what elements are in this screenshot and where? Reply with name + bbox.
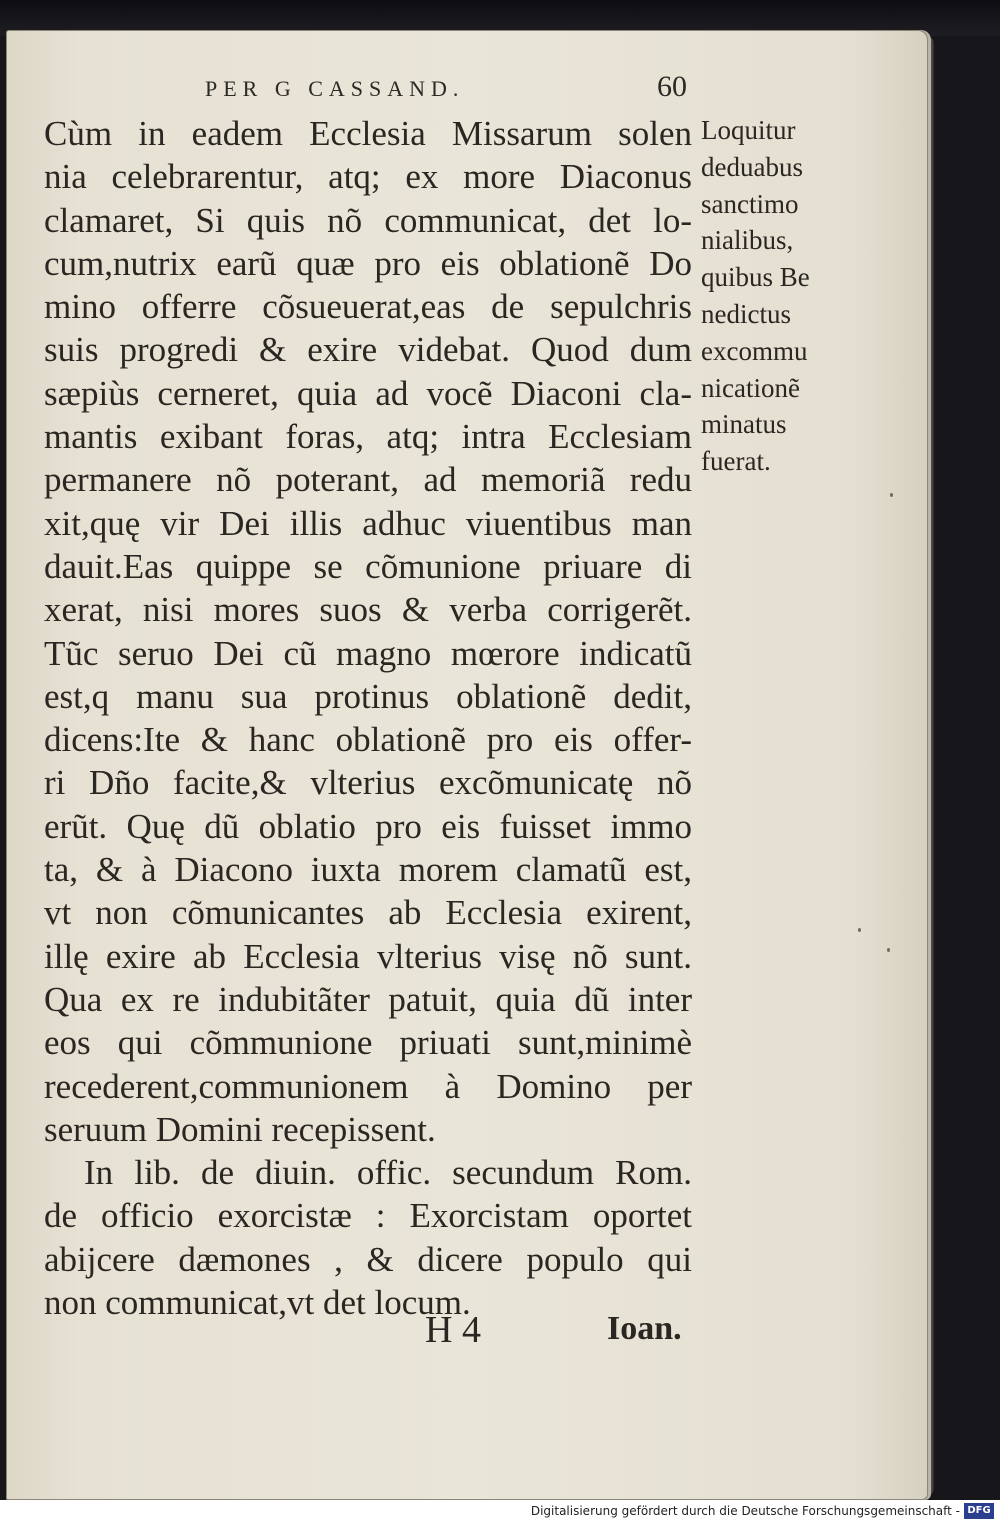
text-line: seruum Domini recepissent.	[44, 1109, 436, 1149]
text-line: abijcere dæmones , & dicere populo qui	[44, 1239, 692, 1279]
text-line: erũt. Quę dũ oblatio pro eis fuisset immo	[44, 806, 692, 846]
paper-speck	[887, 948, 890, 952]
running-head: PER G CASSAND.	[205, 76, 465, 101]
text-line: ri Dño facite,& vlterius excõmunicatę nõ	[44, 763, 692, 803]
paper-speck	[858, 928, 861, 932]
margin-line: quibus Be	[701, 262, 810, 293]
digitization-footer	[0, 1500, 1000, 1523]
dfg-logo-icon: DFG	[964, 1503, 994, 1519]
text-line: mino offerre cõsueuerat,eas de sepulchris	[44, 287, 692, 327]
margin-line: nicationẽ	[701, 372, 800, 403]
text-line: Tũc seruo Dei cũ magno mœrore indicatũ	[44, 633, 692, 673]
margin-line: minatus	[701, 409, 787, 440]
text-line: eos qui cõmmunione priuati sunt,minimè	[44, 1023, 692, 1063]
paper-speck	[890, 493, 893, 497]
margin-line: fuerat.	[701, 446, 771, 477]
text-line: permanere nõ poterant, ad memoriã redu	[44, 460, 692, 500]
text-line: cum,nutrix earũ quæ pro eis oblationẽ Do	[44, 243, 692, 283]
text-line: xit,quę vir Dei illis adhuc viuentibus man	[44, 503, 692, 543]
text-line: suis progredi & exire videbat. Quod dum	[44, 330, 692, 370]
text-line: vt non cõmunicantes ab Ecclesia exirent,	[44, 893, 692, 933]
margin-line: nedictus	[701, 298, 791, 329]
signature-mark: H 4	[425, 1309, 481, 1351]
text-line: mantis exibant foras, atq; intra Ecclesiam	[44, 417, 692, 457]
text-line: Cùm in eadem Ecclesia Missarum solen	[44, 114, 692, 153]
text-line: Qua ex re indubitãter patuit, quia dũ inter	[44, 979, 692, 1019]
page-header	[205, 70, 695, 108]
text-line: est,q manu sua protinus oblationẽ dedit,	[44, 676, 692, 716]
margin-line: deduabus	[701, 151, 803, 182]
text-line: xerat, nisi mores suos & verba corrigerẽt.	[44, 590, 692, 630]
main-text-block	[44, 112, 692, 1324]
text-line: illę exire ab Ecclesia vlterius visę nõ sunt.	[44, 936, 692, 976]
text-line: clamaret, Si quis nõ communicat, det lo-	[44, 200, 692, 240]
text-line: ta, & à Diacono iuxta morem clamatũ est,	[44, 850, 692, 890]
text-line: recederent,communionem à Domino per	[44, 1066, 692, 1106]
margin-line: Loquitur	[701, 115, 796, 145]
catchword: Ioan.	[607, 1310, 682, 1347]
text-line: dauit.Eas quippe se cõmunione priuare di	[44, 546, 692, 586]
text-line: nia celebrarentur, atq; ex more Diaconus	[44, 157, 692, 197]
text-line: non communicat,vt det locum.	[44, 1283, 471, 1323]
marginal-note	[701, 112, 851, 480]
text-line: sæpiùs cerneret, quia ad vocẽ Diaconi cla-	[44, 373, 692, 413]
signature-line	[425, 1308, 705, 1354]
margin-line: sanctimo	[701, 188, 799, 219]
text-line: dicens:Ite & hanc oblationẽ pro eis offer-	[44, 720, 692, 760]
funding-credit: Digitalisierung gefördert durch die Deutsche Forschungsgemeinschaft -	[530, 1504, 960, 1518]
margin-line: nialibus,	[701, 225, 794, 256]
text-line: de officio exorcistæ : Exorcistam oportet	[44, 1196, 692, 1236]
margin-line: excommu	[701, 335, 808, 366]
text-line: In lib. de diuin. offic. secundum Rom.	[84, 1153, 692, 1193]
page-number: 60	[657, 70, 687, 103]
